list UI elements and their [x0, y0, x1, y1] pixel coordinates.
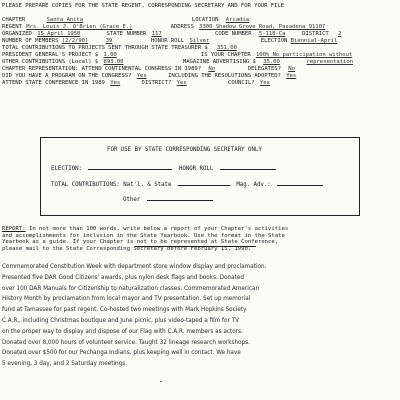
district-label: DISTRICT — [302, 31, 329, 37]
box-election-row — [51, 164, 276, 173]
box-honor-roll-line — [220, 164, 276, 170]
magazine-value: 35.00 — [263, 59, 280, 65]
row-total-contributions — [2, 45, 271, 52]
box-other-label: Other — [123, 197, 141, 203]
report-instructions — [2, 226, 394, 252]
organized-label: ORGANIZED — [2, 31, 32, 37]
members-date: (2/2/90) — [61, 38, 89, 44]
pg-project-value: 1.00 — [103, 52, 117, 58]
resolutions-label: INCLUDING THE RESOLUTIONS ADOPTED? — [168, 73, 281, 79]
report-body — [2, 262, 394, 370]
location-label: LOCATION — [191, 17, 219, 23]
district-q-value: Yes — [176, 80, 187, 86]
address-label: ADDRESS — [170, 24, 194, 30]
resolutions-value: Yes — [286, 73, 297, 79]
yearbook-value: 100% No participation without — [255, 52, 353, 58]
body-line: over 100 DAR Manuals for Citizenship to naturalization classes. Commemorated American — [2, 285, 260, 292]
report-line-3: please mail to the State Corresponding Secretary before February 15, 1990. — [2, 245, 252, 252]
council-value: Yes — [259, 80, 270, 86]
magazine-label: MAGAZINE ADVERTISING $ — [182, 59, 256, 65]
honor-roll-label: HONOR ROLL — [150, 38, 185, 44]
delegates-label: DELEGATES? — [247, 66, 281, 72]
district-q-label: DISTRICT? — [141, 80, 172, 86]
honor-roll-value: Silver — [189, 38, 210, 44]
row-chapter — [2, 17, 317, 24]
regent-label: REGENT — [2, 24, 22, 30]
council-label: COUNCIL? — [228, 80, 255, 86]
box-election-label: ELECTION: — [51, 166, 82, 172]
body-line: on the proper way to display and dispose of our Flag with C.A.R. members as actors. — [2, 328, 243, 335]
box-mag-label: Mag. Adv.: — [236, 182, 271, 188]
row-pg-project — [2, 52, 352, 59]
row-program — [2, 73, 308, 80]
program-value: Yes — [136, 73, 147, 79]
report-label: REPORT: — [2, 226, 26, 232]
body-line: 5 evening, 3 day, and 2 Saturday meetings. — [2, 361, 128, 368]
box-other-row — [123, 195, 213, 204]
header-instruction: PLEASE PREPARE COPIES FOR THE STATE REGENT, CORRESPONDING SECRETARY AND FOR YOUR FILE — [2, 3, 285, 9]
election-label: ELECTION — [260, 38, 288, 44]
total-contributions-value: 351.00 — [217, 45, 237, 51]
stray-mark — [160, 381, 162, 382]
body-line: Donated over $500 for our Pechanga Indians, plus keeping well in contact. We have — [2, 350, 241, 357]
members-value: 39 — [105, 38, 113, 44]
magazine-note: representation — [306, 59, 353, 65]
box-total-row — [51, 180, 323, 189]
report-line-0: In not more than 100 words, write below a report of your Chapter's activities — [25, 226, 289, 232]
organized-value: 15 April 1950 — [37, 31, 81, 37]
district-value: 2 — [338, 31, 342, 37]
members-label: NUMBER OF MEMBERS — [2, 38, 59, 44]
other-contributions-value: 893.00 — [103, 59, 124, 65]
row-organized — [2, 31, 354, 38]
election-value: Biennial-April — [290, 38, 338, 44]
chapter-value: Santa Anita — [46, 17, 84, 23]
pg-project-label: PRESIDENT GENERAL'S PROJECT $ — [2, 52, 99, 58]
yearbook-label: IS YOUR CHAPTER — [200, 52, 251, 58]
other-contributions-label: OTHER CONTRIBUTIONS (Local) $ — [2, 59, 99, 65]
state-number-label: STATE NUMBER — [106, 31, 147, 37]
code-number-label: CODE NUMBER — [215, 31, 252, 37]
row-members — [2, 38, 337, 45]
box-honor-roll-label: HONOR ROLL — [178, 166, 214, 172]
report-line-1: and accomplishments for inclusion in the State Yearbook. Use the format in the State — [2, 232, 285, 239]
state-conference-label: ATTEND STATE CONFERENCE IN 1989 — [2, 80, 105, 86]
body-line: Commemorated Constitution Week with department store window display and proclamation. — [2, 264, 267, 270]
body-line: Donated over 8,000 hours of volunteer service. Taught 32 lineage research workshops. — [2, 339, 250, 346]
state-number-value: 117 — [151, 31, 162, 37]
body-line: Presented five DAR Good Citizens' awards, plus nylon desk flags and books. Donated — [2, 274, 244, 281]
row-state-conference — [2, 80, 270, 87]
row-chapter-representation — [2, 66, 308, 73]
box-total-line — [178, 180, 230, 186]
body-line: History Month by proclamation from local mayor and TV presentation. Set up memorial — [2, 296, 251, 303]
row-other-contributions — [2, 59, 353, 66]
report-line-2: Yearbook as a guide. If your Chapter is not to be represented at State Conference, — [2, 239, 279, 246]
address-value: 3300 Shadow Grove Road, Pasadena 91107 — [199, 24, 326, 30]
box-title: FOR USE BY STATE CORRESPONDING SECRETARY ONLY — [107, 147, 262, 153]
box-election-line — [88, 164, 172, 170]
chapter-label: CHAPTER — [2, 17, 26, 23]
body-line: fund at Tamassee for past regent. Co-hosted two meetings with Mark Hopkins Society — [2, 307, 247, 314]
total-contributions-label: TOTAL CONTRIBUTIONS TO PROJECTS SENT THROUGH STATE TREASURER $ — [2, 45, 208, 51]
body-line: C.A.R., including Christmas boutique and June picnic, plus video-taped a film for TV — [2, 317, 240, 324]
location-value: Arcadia — [225, 17, 249, 23]
program-label: DID YOU HAVE A PROGRAM ON THE CONGRESS? — [2, 73, 132, 79]
delegates-value: No — [288, 66, 295, 72]
row-regent — [2, 24, 325, 31]
secretary-use-box — [40, 137, 360, 216]
box-mag-line — [277, 180, 323, 186]
secretary-underline — [135, 246, 256, 247]
chapter-rep-value: No — [208, 66, 216, 72]
code-number-value: 5-118-Ca — [258, 31, 286, 37]
box-other-line — [147, 195, 213, 201]
chapter-rep-label: CHAPTER REPRESENTATION: ATTEND CONTINENTAL CONGRESS IN 1989? — [2, 66, 202, 72]
state-conference-value: Yes — [110, 80, 121, 86]
regent-value: Mrs. Louis J. O'Brien (Grace E.) — [26, 24, 133, 30]
box-total-label: TOTAL CONTRIBUTIONS: Nat'l. & State — [51, 182, 172, 188]
